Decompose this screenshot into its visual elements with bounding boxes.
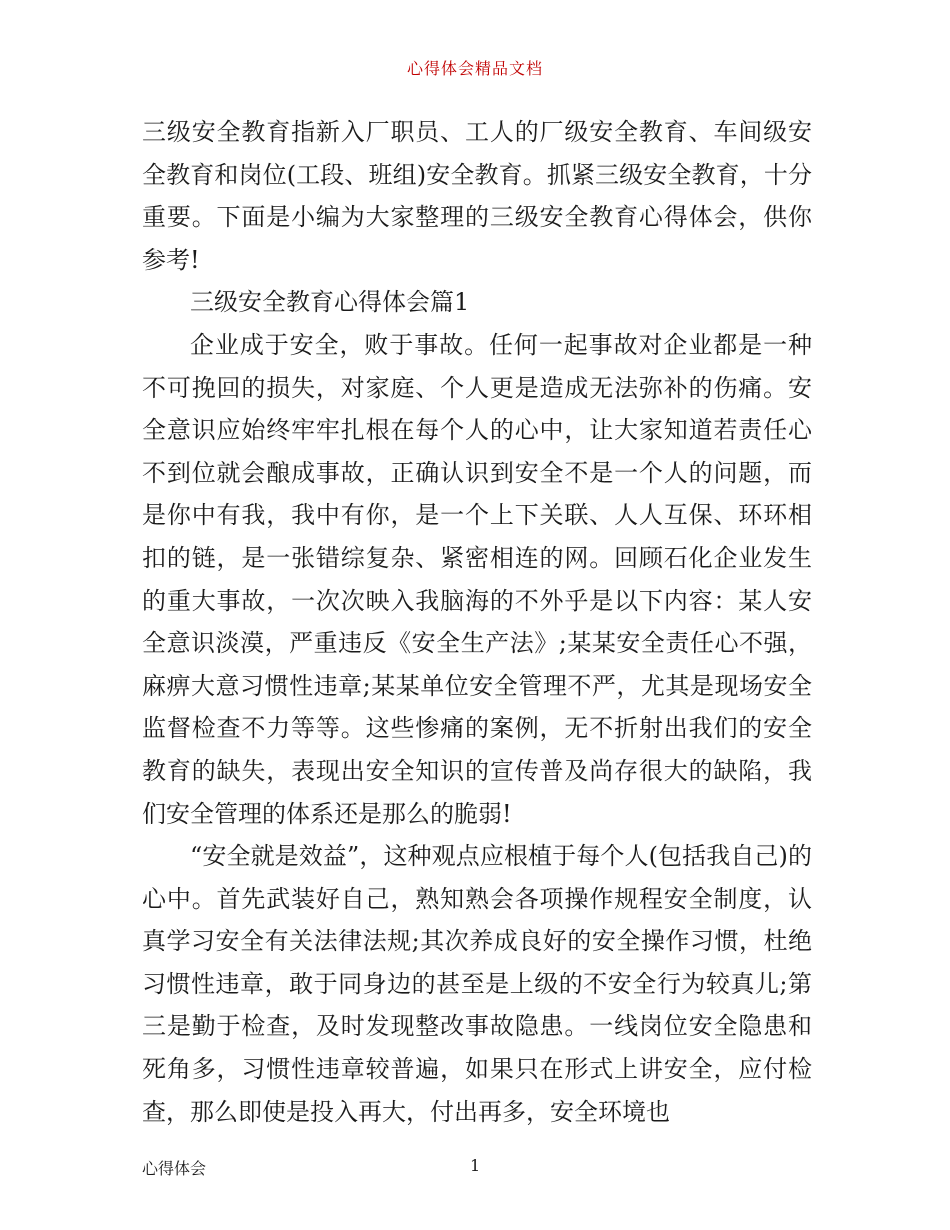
- intro-paragraph: 三级安全教育指新入厂职员、工人的厂级安全教育、车间级安全教育和岗位(工段、班组)安全教育。抓紧三级安全教育，十分重要。下面是小编为大家整理的三级安全教育心得体会，供你参考!: [142, 118, 812, 274]
- body-paragraph-1: 企业成于安全，败于事故。任何一起事故对企业都是一种不可挽回的损失，对家庭、个人更是造成无法弥补的伤痛。安全意识应始终牢牢扎根在每个人的心中，让大家知道若责任心不到位就会酿成事故，正确认识到安全不是一个人的问题，而是你中有我，我中有你，是一个上下关联、人人互保、环环相扣的链，是一张错综复杂、紧密相连的网。回顾石化企业发生的重大事故，一次次映入我脑海的不外乎是以下内容：某人安全意识淡漠，严重违反《安全生产法》;某某安全责任心不强，麻痹大意习惯性违章;某某单位安全管理不严，尤其是现场安全监督检查不力等等。这些惨痛的案例，无不折射出我们的安全教育的缺失，表现出安全知识的宣传普及尚存很大的缺陷，我们安全管理的体系还是那么的脆弱!: [142, 330, 812, 828]
- page-number: 1: [470, 1156, 481, 1175]
- section-title: 三级安全教育心得体会篇1: [190, 288, 470, 317]
- body-paragraph-2: “安全就是效益”，这种观点应根植于每个人(包括我自己)的心中。首先武装好自己，熟知熟会各项操作规程安全制度，认真学习安全有关法律法规;其次养成良好的安全操作习惯，杜绝习惯性违章，敢于同身边的甚至是上级的不安全行为较真儿;第三是勤于检查，及时发现整改事故隐患。一线岗位安全隐患和死角多，习惯性违章较普遍，如果只在形式上讲安全，应付检查，那么即使是投入再大，付出再多，安全环境也: [142, 842, 812, 1126]
- document-body: [142, 111, 812, 1133]
- footer-label: 心得体会: [142, 1159, 207, 1178]
- document-header-title: 心得体会精品文档: [406, 59, 543, 78]
